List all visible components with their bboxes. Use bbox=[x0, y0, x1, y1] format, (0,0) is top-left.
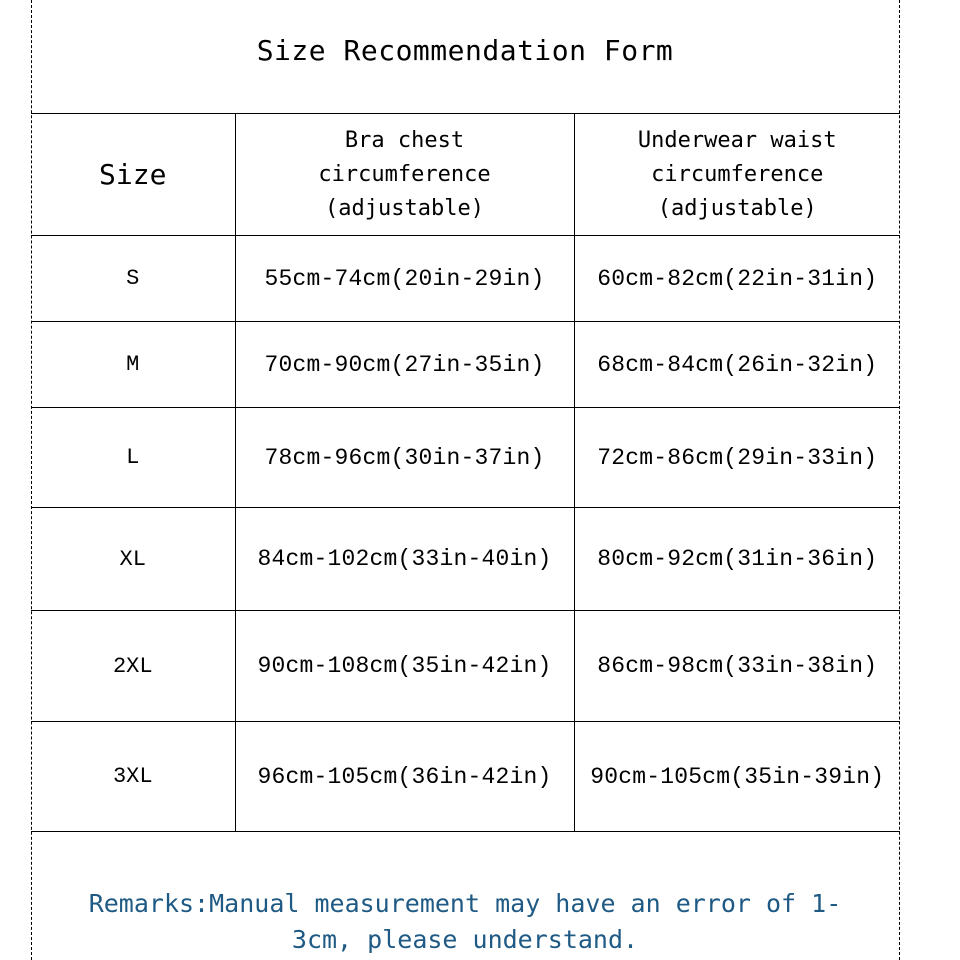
bra-cell: 96cm-105cm(36in-42in) bbox=[235, 722, 574, 832]
size-cell: M bbox=[31, 322, 235, 408]
underwear-cell: 68cm-84cm(26in-32in) bbox=[574, 322, 900, 408]
page-title: Size Recommendation Form bbox=[256, 34, 674, 67]
table-row bbox=[31, 408, 900, 508]
header-underwear-waist bbox=[574, 114, 900, 236]
underwear-cell: 72cm-86cm(29in-33in) bbox=[574, 408, 900, 508]
header-bra-line-2: circumference bbox=[318, 161, 491, 187]
remarks-line-1: Remarks:Manual measurement may have an error of 1- bbox=[88, 889, 842, 918]
header-under-line-3: (adjustable) bbox=[657, 195, 817, 221]
header-under-line-1: Underwear waist bbox=[637, 127, 837, 153]
size-cell: L bbox=[31, 408, 235, 508]
underwear-cell: 90cm-105cm(35in-39in) bbox=[574, 722, 900, 832]
bra-cell: 84cm-102cm(33in-40in) bbox=[235, 508, 574, 611]
size-cell: XL bbox=[31, 508, 235, 611]
remarks-line-2: 3cm, please understand. bbox=[291, 925, 639, 954]
size-cell: 2XL bbox=[31, 611, 235, 722]
header-bra-chest bbox=[235, 114, 574, 236]
table-row bbox=[31, 722, 900, 832]
bra-cell: 90cm-108cm(35in-42in) bbox=[235, 611, 574, 722]
table-row bbox=[31, 322, 900, 408]
header-size: Size bbox=[31, 114, 235, 236]
underwear-cell: 80cm-92cm(31in-36in) bbox=[574, 508, 900, 611]
size-cell: 3XL bbox=[31, 722, 235, 832]
underwear-cell: 60cm-82cm(22in-31in) bbox=[574, 236, 900, 322]
table-row bbox=[31, 508, 900, 611]
table-row bbox=[31, 236, 900, 322]
header-bra-line-3: (adjustable) bbox=[325, 195, 484, 221]
size-table bbox=[31, 113, 900, 832]
size-cell: S bbox=[31, 236, 235, 322]
bra-cell: 55cm-74cm(20in-29in) bbox=[235, 236, 574, 322]
remarks-note bbox=[40, 886, 890, 958]
table-header-row bbox=[31, 114, 900, 236]
bra-cell: 70cm-90cm(27in-35in) bbox=[235, 322, 574, 408]
underwear-cell: 86cm-98cm(33in-38in) bbox=[574, 611, 900, 722]
header-bra-line-1: Bra chest bbox=[344, 127, 465, 153]
header-under-line-2: circumference bbox=[651, 161, 824, 187]
bra-cell: 78cm-96cm(30in-37in) bbox=[235, 408, 574, 508]
table-row bbox=[31, 611, 900, 722]
